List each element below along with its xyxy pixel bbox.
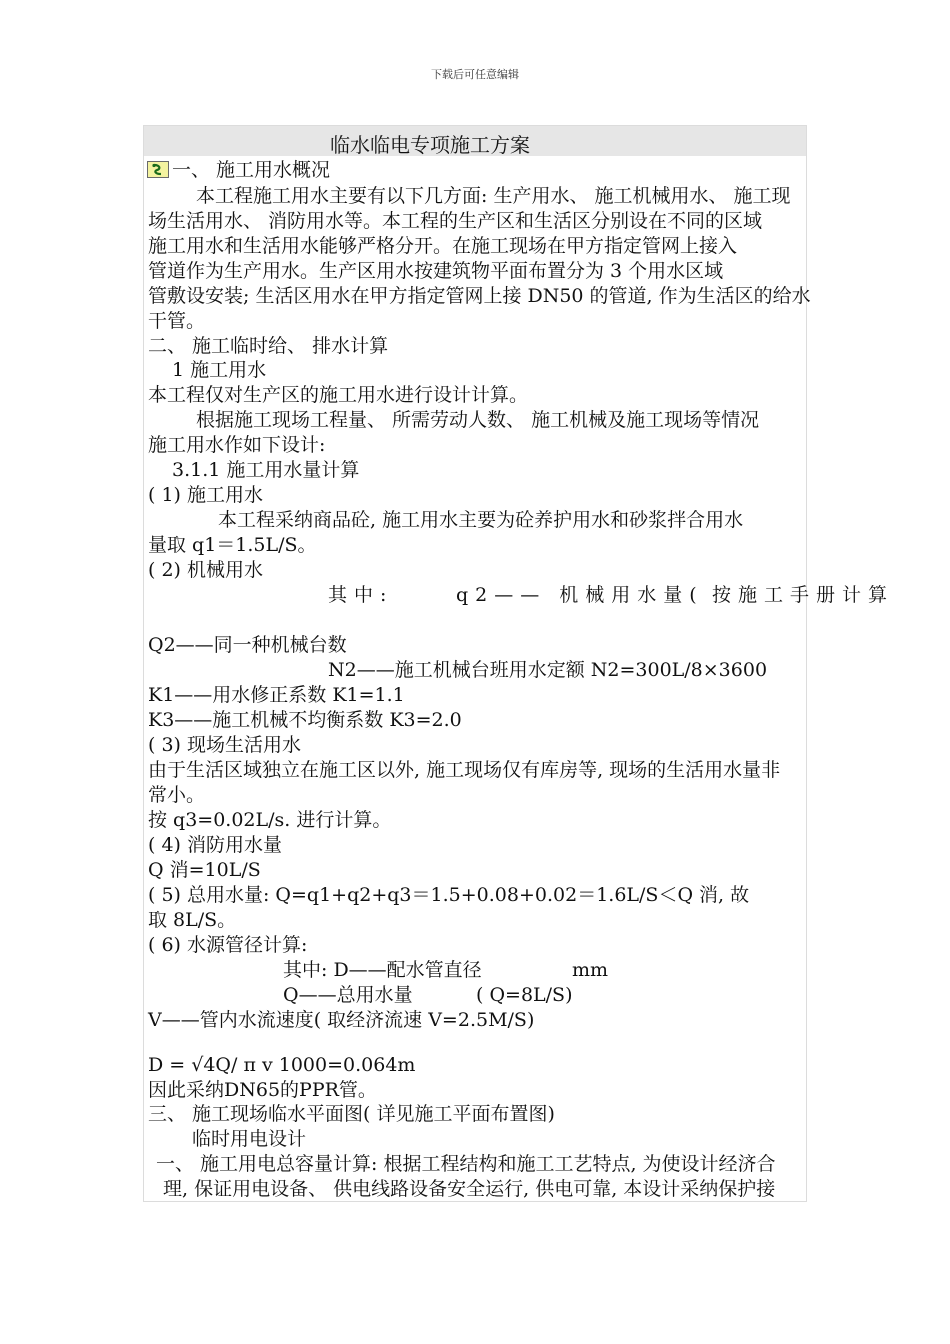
paragraph-line: 理, 保证用电设备、 供电线路设备安全运行, 供电可靠, 本设计采纳保护接: [163, 1178, 776, 1200]
formula-line: 其中: D——配水管直径: [283, 959, 482, 981]
formula-line: ( 5) 总用水量: Q=q1+q2+q3＝1.5+0.08+0.02＝1.6L/S＜Q 消, 故: [148, 884, 750, 906]
paragraph-line: 本工程采纳商品砼, 施工用水主要为砼养护用水和砂浆拌合用水: [218, 509, 744, 531]
subsection-heading: 1 施工用水: [172, 359, 267, 381]
header-note: 下载后可任意编辑: [431, 68, 519, 81]
section-heading-water: 一、 施工用水概况: [172, 159, 331, 181]
document-title: 临水临电专项施工方案: [330, 133, 530, 157]
item-heading: ( 6) 水源管径计算:: [148, 934, 308, 956]
formula-line: 按施工手册计算: [712, 584, 895, 606]
paragraph-line: 按 q3=0.02L/s. 进行计算。: [148, 809, 392, 831]
section-heading-layout: 三、 施工现场临水平面图( 详见施工平面布置图): [148, 1103, 555, 1125]
item-heading: ( 2) 机械用水: [148, 559, 263, 581]
item-heading: ( 4) 消防用水量: [148, 834, 282, 856]
formula-line: D = √4Q/ π v 1000=0.064m: [148, 1054, 416, 1076]
paragraph-line: 因此采纳DN65的PPR管。: [148, 1079, 377, 1101]
paragraph-line: 量取 q1＝1.5L/S。: [148, 534, 317, 556]
paragraph-line: 本工程施工用水主要有以下几方面: 生产用水、 施工机械用水、 施工现: [196, 185, 791, 207]
paragraph-line: 本工程仅对生产区的施工用水进行设计计算。: [148, 384, 529, 406]
subsection-heading: 3.1.1 施工用水量计算: [172, 459, 360, 481]
formula-line: K3——施工机械不均衡系数 K3=2.0: [148, 709, 462, 731]
formula-line: N2——施工机械台班用水定额 N2=300L/8×3600: [328, 659, 768, 681]
paragraph-line: 施工用水作如下设计:: [148, 434, 326, 456]
paragraph-line: 由于生活区域独立在施工区以外, 施工现场仅有库房等, 现场的生活用水量非: [148, 759, 781, 781]
formula-line: q2—— 机械用水量(: [456, 584, 704, 606]
document-link-icon[interactable]: [147, 161, 169, 178]
formula-line: Q2——同一种机械台数: [148, 634, 347, 656]
paragraph-line: 根据施工现场工程量、 所需劳动人数、 施工机械及施工现场等情况: [196, 409, 760, 431]
paragraph-line: 场生活用水、 消防用水等。本工程的生产区和生活区分别设在不同的区域: [148, 210, 763, 232]
paragraph-line: 取 8L/S。: [148, 909, 237, 931]
paragraph-line: 管敷设安装; 生活区用水在甲方指定管网上接 DN50 的管道, 作为生活区的给水: [148, 285, 811, 307]
unit-label: mm: [572, 959, 609, 981]
paragraph-line: 干管。: [148, 310, 206, 332]
paragraph-line: 施工用水和生活用水能够严格分开。在施工现场在甲方指定管网上接入: [148, 235, 738, 257]
section-heading-calc: 二、 施工临时给、 排水计算: [148, 335, 389, 357]
paragraph-line: 一、 施工用电总容量计算: 根据工程结构和施工工艺特点, 为使设计经济合: [156, 1153, 776, 1175]
formula-line: K1——用水修正系数 K1=1.1: [148, 684, 405, 706]
formula-line: Q 消=10L/S: [148, 859, 261, 881]
item-heading: ( 3) 现场生活用水: [148, 734, 301, 756]
paragraph-line: 管道作为生产用水。生产区用水按建筑物平面布置分为 3 个用水区域: [148, 260, 724, 282]
formula-line: V——管内水流速度( 取经济流速 V=2.5M/S): [148, 1009, 535, 1031]
formula-line: ( Q=8L/S): [476, 984, 573, 1006]
formula-line: Q——总用水量: [283, 984, 413, 1006]
paragraph-line: 常小。: [148, 784, 206, 806]
section-heading-electricity: 临时用电设计: [192, 1128, 307, 1150]
formula-label: 其中:: [328, 584, 394, 606]
item-heading: ( 1) 施工用水: [148, 484, 263, 506]
